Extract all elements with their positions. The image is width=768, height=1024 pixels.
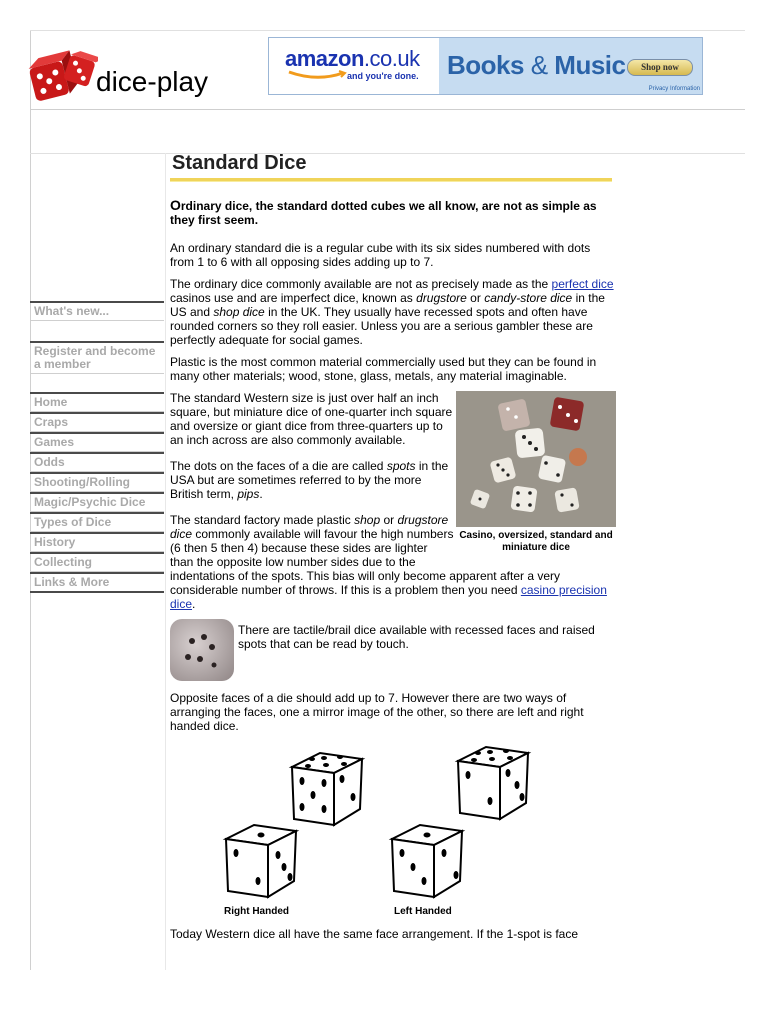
- amazon-logo-block: [269, 38, 439, 94]
- p2-text-b: casinos use and are imperfect dice, known as: [170, 291, 417, 305]
- tactile-die-icon: [170, 619, 234, 681]
- paragraph-9: Today Western dice all have the same face arrangement. If the 1-spot is face: [170, 927, 578, 941]
- sidebar-item-types-of-dice[interactable]: Types of Dice: [30, 512, 164, 532]
- amazon-tld: .co.uk: [363, 46, 420, 71]
- p6-text-a: The standard factory made plastic: [170, 513, 355, 527]
- amazon-brand: amazon: [285, 46, 364, 71]
- shop-now-button[interactable]: Shop now: [627, 59, 693, 76]
- assorted-dice-image: [456, 391, 616, 527]
- sidebar-item-craps[interactable]: Craps: [30, 412, 164, 432]
- ad-privacy-link[interactable]: Privacy Information: [648, 86, 700, 92]
- ad-headline: [447, 50, 625, 81]
- p2-text-c: or: [466, 291, 485, 305]
- amazon-tagline: and you're done.: [347, 71, 419, 81]
- ad-headline-amp: &: [530, 50, 548, 80]
- p2-em-shop-dice: shop dice: [213, 305, 265, 319]
- p6-text-d: .: [192, 597, 196, 611]
- sidebar-item-collecting[interactable]: Collecting: [30, 552, 164, 572]
- p5-em-pips: pips: [237, 487, 260, 501]
- sidebar-item-links-more[interactable]: Links & More: [30, 572, 164, 593]
- header-top-rule: [30, 30, 745, 31]
- paragraph-1: An ordinary standard die is a regular cube with its six sides numbered with dots from 1 to 6 with all opposing sides adding up to 7.: [170, 241, 591, 269]
- p5-text-c: .: [259, 487, 263, 501]
- p6-em-shop: shop: [354, 513, 381, 527]
- p2-text-d: in the US and: [170, 291, 605, 319]
- sidebar-item-odds[interactable]: Odds: [30, 452, 164, 472]
- sidebar-item-shooting-rolling[interactable]: Shooting/Rolling: [30, 472, 164, 492]
- sidebar-item-games[interactable]: Games: [30, 432, 164, 452]
- amazon-logo: [285, 46, 420, 72]
- dice-photo: [456, 391, 616, 527]
- amazon-ad-banner[interactable]: [268, 37, 703, 95]
- p5-text-a: The dots on the faces of a die are called: [170, 459, 387, 473]
- sidebar-nav: [30, 301, 164, 593]
- handed-dice-illustration: [170, 743, 616, 919]
- paragraph-4: The standard Western size is just over half an inch square, but miniature dice of one-quarter inch square and oversize or giant dice from three-quarters up to an inch across are also commonly available.: [170, 391, 453, 447]
- header-bottom-rule: [30, 109, 745, 110]
- paragraph-2: [170, 277, 616, 347]
- p5-text-b: in the USA but are sometimes referred to by the more British term,: [170, 459, 449, 501]
- p2-em-drugstore: drugstore: [416, 291, 467, 305]
- nav-spacer: [30, 321, 164, 341]
- tactile-die-image: [170, 619, 234, 681]
- title-divider: [170, 178, 612, 182]
- sidebar-item-whats-new[interactable]: What's new...: [30, 301, 164, 321]
- paragraph-3: Plastic is the most common material commercially used but they can be found in many other materials; wood, stone, glass, metals, any material imaginable.: [170, 355, 597, 383]
- lead-text: rdinary dice, the standard dotted cubes we all know, are not as simple as they first seem.: [170, 199, 597, 227]
- left-handed-label: Left Handed: [394, 906, 452, 917]
- dice-photo-caption: Casino, oversized, standard and miniature dice: [459, 530, 613, 553]
- sidebar-item-magic-psychic[interactable]: Magic/Psychic Dice: [30, 492, 164, 512]
- nav-spacer: [30, 374, 164, 392]
- article: [170, 154, 616, 949]
- page-title: Standard Dice: [172, 152, 307, 174]
- p2-text-e: in the UK. They usually have recessed spots and often have rounded corners so they roll easier. Unless you are a serious gambler these are perfectly adequate for social games.: [170, 305, 593, 347]
- sidebar-right-rule: [165, 153, 166, 970]
- ad-headline-a: Books: [447, 50, 524, 80]
- p2-text-a: The ordinary dice commonly available are not as precisely made as the: [170, 277, 552, 291]
- dice-photo-figure: [456, 391, 616, 554]
- lead-dropcap: O: [170, 197, 181, 213]
- sidebar-item-register[interactable]: Register and become a member: [30, 341, 164, 374]
- perfect-dice-link[interactable]: perfect dice: [551, 277, 614, 291]
- dice-logo-icon: [28, 50, 98, 104]
- casino-precision-dice-link[interactable]: casino precision dice: [170, 583, 607, 611]
- sidebar-item-history[interactable]: History: [30, 532, 164, 552]
- site-name[interactable]: dice-play: [96, 66, 209, 97]
- p6-text-b: or: [380, 513, 398, 527]
- p6-em-drugstore-dice: drugstore dice: [170, 513, 449, 541]
- paragraph-8: Opposite faces of a die should add up to 7. However there are two ways of arranging the faces, one a mirror image of the other, so there are left and right handed dice.: [170, 691, 584, 733]
- sidebar-item-home[interactable]: Home: [30, 392, 164, 412]
- site-logo[interactable]: [28, 50, 98, 104]
- right-handed-label: Right Handed: [224, 906, 289, 917]
- p5-em-spots: spots: [386, 459, 416, 473]
- handedness-figure: [170, 743, 616, 919]
- tactile-section: [170, 619, 616, 683]
- ad-headline-b: Music: [554, 50, 626, 80]
- article-lead: [170, 198, 616, 227]
- amazon-smile-icon: [287, 70, 347, 80]
- paragraph-7: There are tactile/brail dice available with recessed faces and raised spots that can be read by touch.: [238, 623, 595, 651]
- p6-text-c: commonly available will favour the high numbers (6 then 5 then 4) because these sides are lighter than the opposite low number sides due to the indentations of the spots. This bias will only become apparent after a very considerable number of throws. If this is a problem then you need: [170, 527, 560, 597]
- p2-em-candy-store: candy-store dice: [484, 291, 573, 305]
